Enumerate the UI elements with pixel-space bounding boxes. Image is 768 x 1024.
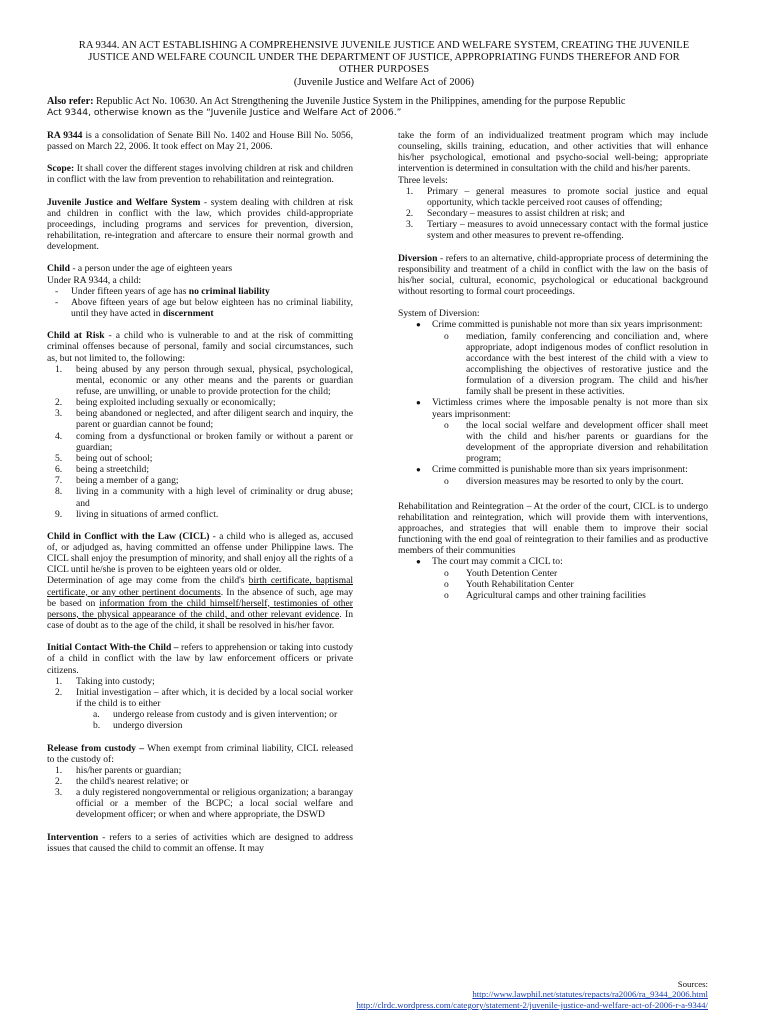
list-marker: 1. [55, 764, 63, 776]
system-of-diversion [398, 308, 708, 487]
paragraph-text: - a person under the age of eighteen years [69, 263, 233, 275]
item-text: being out of school; [76, 452, 153, 464]
system-label: System of Diversion: [398, 308, 480, 320]
child-definition [47, 263, 353, 274]
child-section [47, 263, 353, 319]
item-text: the child's nearest relative; or [76, 775, 189, 787]
list-marker: 2. [55, 397, 63, 409]
item-text: Agricultural camps and other training facilities [466, 589, 646, 601]
item-text: Crime committed is punishable more than six years imprisonment: [432, 464, 688, 476]
rehabilitation-paragraph: Rehabilitation and Reintegration – At the order of the court, CICL is to undergo rehabilitation and reintegration, which will provide them with interventions, approaches, and strategies that will enable them to improve their social functioning with the end goal of reintegration to their families and as productive members of their communities [398, 500, 708, 557]
list-marker: - [55, 285, 59, 297]
system-sublist [398, 476, 708, 487]
intro-paragraph [47, 130, 353, 152]
term: Release from custody – [47, 742, 145, 754]
list-item [47, 475, 353, 486]
list-item [47, 453, 353, 464]
item-bold: no criminal liability [188, 285, 270, 297]
title-line: JUSTICE AND WELFARE COUNCIL UNDER THE DEPARTMENT OF JUSTICE, APPROPRIATING FUNDS THEREFOR AND FOR [88, 52, 680, 64]
list-marker: 3. [55, 408, 63, 420]
system-list [398, 464, 708, 475]
paragraph-text: refers to apprehension or taking into custody of a child in conflict with the law by law enforcement officers or private citizens. [47, 642, 354, 676]
list-item [47, 408, 353, 430]
release-definition [47, 743, 353, 765]
paragraph-text: - a child who is vulnerable to and at the risk of committing criminal offenses because of personal, family and social circumstances, such as, but not limited to, the following: [47, 330, 353, 364]
list-marker: a. [93, 709, 100, 721]
item-text: Victimless crimes where the imposable penalty is not more than six years imprisonment: [432, 397, 708, 420]
list-item [47, 486, 353, 508]
item-text: undergo diversion [113, 720, 183, 732]
item-text: being a member of a gang; [76, 475, 179, 487]
list-marker: 9. [55, 508, 63, 520]
term: Child in Conflict with the Law (CICL) [47, 530, 210, 542]
cicl-section [47, 531, 353, 631]
child-list [47, 286, 353, 319]
also-refer-text: Republic Act No. 10630. An Act Strengthening the Juvenile Justice System in the Philippines, amending for the purpose Republic [93, 96, 626, 107]
circle-bullet-icon: o [444, 567, 449, 579]
title-subtitle: (Juvenile Justice and Welfare Act of 2006) [293, 76, 475, 88]
item-text: living in a community with a high level of criminality or drug abuse; and [76, 486, 353, 509]
list-item [398, 556, 708, 567]
term: Juvenile Justice and Welfare System [47, 196, 201, 208]
system-list [398, 319, 708, 330]
scope-paragraph [47, 163, 353, 185]
list-marker: 2. [55, 775, 63, 787]
release-section [47, 743, 353, 821]
list-item [47, 286, 353, 297]
list-marker: 6. [55, 464, 63, 476]
diversion-paragraph [398, 253, 708, 298]
paragraph-text: When exempt from criminal liability, CICL released to the custody of: [47, 742, 353, 765]
underlined-text: information from the child himself/herself, testimonies of other persons, the physical appearance of the child, and other relevant evidence [47, 597, 353, 620]
list-item [398, 568, 708, 579]
term: Diversion [398, 252, 438, 264]
initial-contact-definition [47, 642, 353, 675]
initial-contact-section [47, 642, 353, 731]
item-text: being a streetchild; [76, 464, 149, 476]
list-marker: 1. [406, 185, 414, 197]
list-item [398, 579, 708, 590]
list-marker: 7. [55, 475, 63, 487]
item-text: undergo release from custody and is given intervention; or [113, 709, 338, 721]
bullet-icon: ● [416, 465, 421, 475]
paragraph-text: Determination of age may come from the child's [47, 575, 249, 587]
jjws-paragraph [47, 197, 353, 253]
release-list [47, 765, 353, 821]
list-item [47, 397, 353, 408]
intervention-continued [398, 130, 708, 242]
term: Intervention [47, 831, 99, 843]
list-marker: - [55, 296, 59, 308]
also-refer-act-line: Act 9344, otherwise known as the “Juvenile Justice and Welfare Act of 2006.” [47, 107, 402, 119]
list-item [398, 208, 708, 219]
item-text: being abandoned or neglected, and after diligent search and inquiry, the parent or guardian cannot be found; [76, 408, 353, 431]
list-marker: 3. [406, 219, 414, 231]
list-item [47, 464, 353, 475]
term: RA 9344 [47, 130, 83, 141]
item-text: the local social welfare and development officer shall meet with the child and his/her parents or guardians for the development of the appropriate diversion and rehabilitation program; [466, 419, 708, 465]
rehab-sublist [398, 568, 708, 601]
item-text: mediation, family conferencing and conciliation and, where appropriate, adopt indigenous modes of conflict resolution in accordance with the best interest of the child with a view to accomplishing the objectives of restorative justice and the formulation of a diversion program. The child and his/her family shall be present in these activities. [466, 330, 708, 398]
initial-contact-list [47, 676, 353, 709]
list-item [398, 397, 708, 419]
item-text: Initial investigation – after which, it is decided by a local social worker if the child is to either [76, 686, 353, 710]
sources-block [356, 979, 708, 1010]
also-refer-paragraph [47, 96, 723, 119]
list-item [47, 765, 353, 776]
item-text: coming from a dysfunctional or broken family or without a parent or guardian; [76, 430, 353, 453]
list-marker: 1. [55, 363, 63, 375]
term: Scope: [47, 163, 75, 175]
source-link[interactable]: http://clrdc.wordpress.com/category/statement-2/juvenile-justice-and-welfare-act-of-2006-r-a-9344/ [356, 999, 708, 1010]
item-text: Taking into custody; [76, 675, 155, 687]
paragraph-text: - refers to an alternative, child-appropriate process of determining the responsibility and treatment of a child in conflict with the law on the basis of his/her social, cultural, economic, psychological or educational background without resorting to formal court proceedings. [398, 252, 708, 298]
bullet-icon: ● [416, 320, 421, 330]
item-bold: discernment [162, 308, 214, 320]
circle-bullet-icon: o [444, 589, 449, 601]
item-text: his/her parents or guardian; [76, 764, 182, 776]
circle-bullet-icon: o [444, 475, 449, 487]
left-column [47, 130, 353, 854]
item-text: Primary – general measures to promote social justice and equal opportunity, which tackle perceived root causes of offending; [427, 185, 708, 208]
list-item [47, 787, 353, 820]
list-marker: 2. [55, 686, 63, 698]
paragraph-text: - refers to a series of activities which are designed to address issues that caused the child to commit an offense. It may [47, 831, 353, 854]
list-item [398, 590, 708, 601]
item-text: The court may commit a CICL to: [432, 556, 563, 568]
system-list [398, 397, 708, 419]
list-item [47, 676, 353, 687]
underlined-text: birth certificate, baptismal certificate, or any other pertinent documents [47, 575, 353, 598]
list-item [398, 219, 708, 241]
circle-bullet-icon: o [444, 419, 449, 431]
levels-list [398, 186, 708, 242]
child-at-risk-definition [47, 330, 353, 363]
term: Initial Contact With-the Child – [47, 642, 179, 654]
list-item [398, 331, 708, 398]
also-refer-label: Also refer: [47, 96, 94, 107]
intervention-continued-text: take the form of an individualized treatment program which may include counseling, skills training, education, and other activities that will enhance his/her psychological, emotional and psycho-social well-being; appropriate intervention is determined in consultation with the child and his/her parents. [398, 130, 708, 175]
item-text: Tertiary – measures to avoid unnecessary contact with the formal justice system and other measures to prevent re-offending. [427, 219, 708, 242]
list-item [47, 687, 353, 709]
rehab-list [398, 556, 708, 567]
document-title [40, 40, 728, 89]
initial-contact-sublist [47, 709, 353, 731]
list-item [47, 720, 353, 731]
term: Child [47, 263, 70, 275]
paragraph-text: is a consolidation of Senate Bill No. 1402 and House Bill No. 5056, passed on March 22, 2006. It took effect on May 21, 2006. [47, 130, 353, 153]
list-item [47, 364, 353, 397]
title-line: RA 9344. AN ACT ESTABLISHING A COMPREHENSIVE JUVENILE JUSTICE AND WELFARE SYSTEM, CREATING THE JUVENILE [78, 40, 690, 51]
item-text: being exploited including sexually or economically; [76, 397, 276, 409]
bullet-icon: ● [416, 398, 421, 408]
paragraph-text: - a child who is alleged as, accused of, or adjudged as, having committed an offense under Philippine laws. The CICL shall enjoy the presumption of minority, and shall enjoy all the rights of a CICL until he/she is proven to be eighteen years old or older. [47, 530, 353, 576]
list-item [47, 297, 353, 319]
list-marker: 8. [55, 486, 63, 498]
sources-label: Sources: [677, 979, 708, 989]
item-text: a duly registered nongovernmental or religious organization; a barangay official or a member of the BCPC; a local social welfare and development officer; or when and where appropriate, the DSWD [76, 787, 353, 821]
levels-label: Three levels: [398, 174, 448, 186]
item-text: diversion measures may be resorted to only by the court. [466, 475, 684, 487]
right-column [398, 130, 708, 601]
paragraph-text: - system dealing with children at risk and children in conflict with the law, which provides child-appropriate proceedings, including programs and services for prevention, diversion, rehabilitation, re-integration and aftercare to ensure their normal growth and development. [47, 196, 353, 253]
list-item [398, 186, 708, 208]
child-under-label: Under RA 9344, a child: [47, 274, 142, 286]
list-marker: 1. [55, 675, 63, 687]
item-text: being abused by any person through sexual, physical, psychological, mental, economic or any other means and the parents or guardian refuse, are unwilling, or unable to provide protection for the child; [76, 363, 353, 397]
item-text: living in situations of armed conflict. [76, 508, 219, 520]
list-item [398, 464, 708, 475]
source-link[interactable]: http://www.lawphil.net/statutes/repacts/ra2006/ra_9344_2006.html [472, 989, 708, 1000]
list-item [47, 709, 353, 720]
cicl-definition [47, 531, 353, 576]
list-item [47, 776, 353, 787]
title-line: OTHER PURPOSES [338, 64, 430, 76]
circle-bullet-icon: o [444, 330, 449, 342]
list-marker: b. [93, 720, 101, 732]
paragraph-text: . In case of doubt as to the age of the child, it shall be resolved in his/her favor. [47, 608, 353, 632]
list-marker: 4. [55, 430, 63, 442]
list-item [398, 420, 708, 465]
paragraph-text: . In the absence of such, age may be based on [47, 586, 354, 609]
child-at-risk-list [47, 364, 353, 520]
circle-bullet-icon: o [444, 578, 449, 590]
list-item [398, 476, 708, 487]
list-item [398, 319, 708, 330]
intervention-paragraph [47, 832, 353, 854]
bullet-icon: ● [416, 557, 421, 567]
item-text: Secondary – measures to assist children at risk; and [427, 208, 625, 220]
list-marker: 2. [406, 208, 414, 220]
term: Child at Risk [47, 330, 105, 342]
item-text: Under fifteen years of age has [71, 285, 189, 297]
age-determination [47, 575, 353, 631]
item-text: Above fifteen years of age but below eighteen has no criminal liability, until they have acted in [71, 296, 353, 320]
item-text: Youth Rehabilitation Center [466, 578, 574, 590]
child-at-risk-section [47, 330, 353, 520]
system-sublist [398, 331, 708, 398]
paragraph-text: It shall cover the different stages involving children at risk and children in conflict with the law from prevention to rehabilitation and reintegration. [47, 163, 353, 186]
system-sublist [398, 420, 708, 465]
rehabilitation-section [398, 501, 708, 601]
item-text: Crime committed is punishable not more than six years imprisonment: [432, 319, 703, 331]
list-item [47, 431, 353, 453]
item-text: Youth Detention Center [466, 567, 558, 579]
list-marker: 5. [55, 452, 63, 464]
list-marker: 3. [55, 787, 63, 799]
list-item [47, 509, 353, 520]
